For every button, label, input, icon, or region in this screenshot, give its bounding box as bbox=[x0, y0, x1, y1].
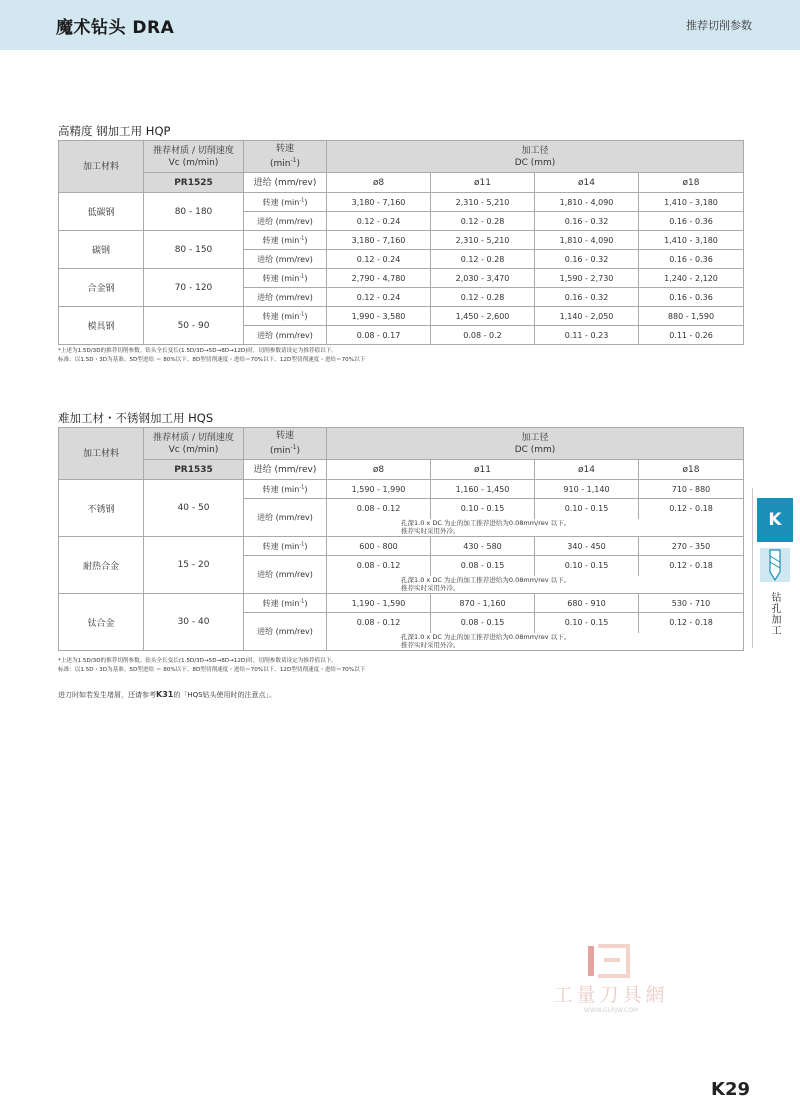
speed-column-header bbox=[144, 141, 244, 173]
watermark-text: 工量刀具網 bbox=[553, 984, 669, 1006]
section-subtitle: 推荐切削参数 bbox=[686, 19, 752, 32]
diameter-4: ø18 bbox=[639, 173, 744, 193]
rpm-value: 1,590 - 1,990 bbox=[327, 480, 431, 499]
rpm-column-header bbox=[244, 428, 327, 460]
feed-note-line1: 孔深1.0 x DC 为止的加工推荐进给为0.08mm/rev 以下。 bbox=[401, 576, 571, 585]
rpm-value: 870 - 1,160 bbox=[431, 594, 535, 613]
feed-column-header: 进给 (mm/rev) bbox=[244, 460, 327, 480]
material-name: 不锈钢 bbox=[59, 480, 144, 537]
watermark-logo-icon bbox=[536, 940, 686, 980]
diameter-header-line2: DC (mm) bbox=[514, 444, 556, 455]
feed-value: 0.12 - 0.18 bbox=[639, 613, 744, 633]
rpm-label-exponent: -1 bbox=[299, 540, 305, 547]
feed-value: 0.16 - 0.36 bbox=[639, 212, 744, 231]
feed-value: 0.12 - 0.28 bbox=[431, 288, 535, 307]
feed-value: 0.08 - 0.12 bbox=[327, 613, 431, 633]
rpm-label-text: 转速 (min bbox=[262, 484, 300, 494]
rpm-value: 600 - 800 bbox=[327, 537, 431, 556]
rpm-header-line1: 转速 bbox=[275, 431, 294, 441]
rpm-value: 1,160 - 1,450 bbox=[431, 480, 535, 499]
table-row bbox=[59, 231, 744, 250]
rpm-label-close: ) bbox=[304, 484, 308, 494]
rpm-label-close: ) bbox=[304, 598, 308, 608]
footnote-hqs-2: 标准：以1.5D・3D为基准。5D型进给 ＝ 80%以下、8D型切削速度・进给＝70%以下、12D型切削速度・进给＝70%以下 bbox=[58, 667, 366, 673]
rpm-value: 880 - 1,590 bbox=[639, 307, 744, 326]
feed-note-line2: 推荐实时采用外冷。 bbox=[401, 527, 460, 536]
watermark-url: WWW.GLRJW.COM bbox=[583, 1007, 639, 1014]
rpm-row-label bbox=[244, 594, 327, 613]
rpm-label-close: ) bbox=[304, 541, 308, 551]
rpm-value: 1,140 - 2,050 bbox=[535, 307, 639, 326]
reference-page-link[interactable]: K31 bbox=[156, 690, 174, 699]
rpm-header-unit: (min bbox=[270, 159, 291, 169]
speed-header-line1: 推荐材质 / 切削速度 bbox=[153, 145, 234, 156]
rpm-value: 530 - 710 bbox=[639, 594, 744, 613]
cutting-speed: 80 - 180 bbox=[144, 193, 244, 231]
table-title-hqs: 难加工材・不锈钢加工用 HQS bbox=[58, 411, 214, 425]
feed-note bbox=[327, 576, 744, 594]
table-row bbox=[59, 537, 744, 556]
sidebar-divider bbox=[752, 488, 753, 648]
material-name: 碳钢 bbox=[59, 231, 144, 269]
rpm-value: 710 - 880 bbox=[639, 480, 744, 499]
material-column-header: 加工材料 bbox=[59, 141, 144, 193]
feed-value: 0.16 - 0.32 bbox=[535, 212, 639, 231]
cutting-speed: 80 - 150 bbox=[144, 231, 244, 269]
feed-value: 0.16 - 0.36 bbox=[639, 288, 744, 307]
feed-note-line2: 推荐实时采用外冷。 bbox=[401, 641, 460, 650]
rpm-value: 910 - 1,140 bbox=[535, 480, 639, 499]
feed-row-label: 进给 (mm/rev) bbox=[244, 613, 327, 651]
rpm-header-exponent: -1 bbox=[290, 444, 297, 451]
rpm-value: 1,410 - 3,180 bbox=[639, 193, 744, 212]
material-name: 模具钢 bbox=[59, 307, 144, 345]
feed-value: 0.08 - 0.2 bbox=[431, 326, 535, 345]
feed-value: 0.08 - 0.15 bbox=[431, 556, 535, 576]
feed-note-line1: 孔深1.0 x DC 为止的加工推荐进给为0.08mm/rev 以下。 bbox=[401, 633, 571, 642]
table-row bbox=[59, 307, 744, 326]
table-title-hqp: 高精度 钢加工用 HQP bbox=[58, 124, 171, 138]
grade-name: PR1535 bbox=[144, 460, 244, 480]
rpm-header-exponent: -1 bbox=[290, 157, 297, 164]
feed-row-label: 进给 (mm/rev) bbox=[244, 250, 327, 269]
feed-row-label: 进给 (mm/rev) bbox=[244, 556, 327, 594]
feed-value: 0.12 - 0.24 bbox=[327, 288, 431, 307]
feed-value: 0.11 - 0.23 bbox=[535, 326, 639, 345]
rpm-label-text: 转速 (min bbox=[262, 598, 300, 608]
footnote-hqp-2: 标准：以1.5D・3D为基准。5D型进给 ＝ 80%以下、8D型切削速度・进给＝70%以下、12D型切削速度・进给＝70%以下 bbox=[58, 357, 366, 363]
feed-value: 0.16 - 0.32 bbox=[535, 250, 639, 269]
rpm-value: 2,790 - 4,780 bbox=[327, 269, 431, 288]
feed-value: 0.10 - 0.15 bbox=[535, 556, 639, 576]
watermark bbox=[536, 940, 686, 1030]
rpm-label-close: ) bbox=[304, 311, 308, 321]
table-header-row bbox=[59, 141, 744, 173]
feed-column-header: 进给 (mm/rev) bbox=[244, 173, 327, 193]
diameter-header-line1: 加工径 bbox=[521, 432, 549, 443]
feed-value: 0.08 - 0.12 bbox=[327, 556, 431, 576]
rpm-row-label bbox=[244, 231, 327, 250]
feed-value: 0.12 - 0.28 bbox=[431, 250, 535, 269]
rpm-value: 2,030 - 3,470 bbox=[431, 269, 535, 288]
diameter-header-line2: DC (mm) bbox=[514, 157, 556, 168]
feed-value: 0.08 - 0.17 bbox=[327, 326, 431, 345]
rpm-header-line1: 转速 bbox=[275, 144, 294, 154]
feed-value: 0.08 - 0.15 bbox=[431, 613, 535, 633]
feed-value: 0.16 - 0.32 bbox=[535, 288, 639, 307]
material-name: 低碳钢 bbox=[59, 193, 144, 231]
diameter-1: ø8 bbox=[327, 460, 431, 480]
rpm-label-close: ) bbox=[304, 197, 308, 207]
rpm-label-exponent: -1 bbox=[299, 272, 305, 279]
drill-icon bbox=[760, 548, 790, 582]
material-name: 耐热合金 bbox=[59, 537, 144, 594]
diameter-header-line1: 加工径 bbox=[521, 145, 549, 156]
diameter-2: ø11 bbox=[431, 460, 535, 480]
rpm-header-line2 bbox=[244, 442, 326, 457]
feed-note bbox=[327, 633, 744, 651]
rpm-row-label bbox=[244, 537, 327, 556]
speed-header-line2: Vc (m/min) bbox=[168, 157, 219, 168]
feed-value: 0.10 - 0.15 bbox=[431, 499, 535, 519]
feed-row-label: 进给 (mm/rev) bbox=[244, 499, 327, 537]
diameter-2: ø11 bbox=[431, 173, 535, 193]
feed-value: 0.08 - 0.12 bbox=[327, 499, 431, 519]
grade-name: PR1525 bbox=[144, 173, 244, 193]
rpm-row-label bbox=[244, 480, 327, 499]
feed-value: 0.16 - 0.36 bbox=[639, 250, 744, 269]
feed-value: 0.12 - 0.24 bbox=[327, 250, 431, 269]
rpm-label-exponent: -1 bbox=[299, 483, 305, 490]
rpm-row-label bbox=[244, 307, 327, 326]
rpm-label-text: 转速 (min bbox=[262, 273, 300, 283]
rpm-value: 3,180 - 7,160 bbox=[327, 231, 431, 250]
feed-row-label: 进给 (mm/rev) bbox=[244, 326, 327, 345]
rpm-value: 2,310 - 5,210 bbox=[431, 193, 535, 212]
rpm-value: 1,990 - 3,580 bbox=[327, 307, 431, 326]
feed-row-label: 进给 (mm/rev) bbox=[244, 288, 327, 307]
rpm-label-text: 转速 (min bbox=[262, 311, 300, 321]
rpm-label-exponent: -1 bbox=[299, 234, 305, 241]
feed-value: 0.12 - 0.18 bbox=[639, 499, 744, 519]
rpm-label-text: 转速 (min bbox=[262, 197, 300, 207]
rpm-value: 2,310 - 5,210 bbox=[431, 231, 535, 250]
speed-header-line1: 推荐材质 / 切削速度 bbox=[153, 432, 234, 443]
rpm-value: 1,590 - 2,730 bbox=[535, 269, 639, 288]
rpm-value: 270 - 350 bbox=[639, 537, 744, 556]
feed-value: 0.10 - 0.15 bbox=[535, 499, 639, 519]
rpm-header-close: ) bbox=[296, 159, 300, 169]
material-name: 合金钢 bbox=[59, 269, 144, 307]
diameter-3: ø14 bbox=[535, 173, 639, 193]
table-row bbox=[59, 480, 744, 499]
material-column-header: 加工材料 bbox=[59, 428, 144, 480]
feed-value: 0.10 - 0.15 bbox=[535, 613, 639, 633]
cutting-parameters-table bbox=[58, 140, 744, 345]
feed-value: 0.12 - 0.24 bbox=[327, 212, 431, 231]
cutting-speed: 50 - 90 bbox=[144, 307, 244, 345]
rpm-value: 1,410 - 3,180 bbox=[639, 231, 744, 250]
rpm-label-close: ) bbox=[304, 273, 308, 283]
rpm-value: 1,450 - 2,600 bbox=[431, 307, 535, 326]
reference-note bbox=[58, 690, 276, 700]
cutting-speed: 30 - 40 bbox=[144, 594, 244, 651]
diameter-column-header bbox=[327, 141, 744, 173]
diameter-column-header bbox=[327, 428, 744, 460]
feed-note-line1: 孔深1.0 x DC 为止的加工推荐进给为0.08mm/rev 以下。 bbox=[401, 519, 571, 528]
reference-text-before: 进刀时如若发生堵屑，还请参考 bbox=[58, 691, 156, 699]
rpm-label-close: ) bbox=[304, 235, 308, 245]
cutting-speed: 15 - 20 bbox=[144, 537, 244, 594]
section-tab-k[interactable]: K bbox=[757, 498, 793, 542]
speed-column-header bbox=[144, 428, 244, 460]
cutting-speed: 70 - 120 bbox=[144, 269, 244, 307]
rpm-label-text: 转速 (min bbox=[262, 541, 300, 551]
footnote-hqp-1: *上述为1.5D/3D的推荐切削参数。钻头全长变长(1.5D/3D→5D→8D→12D)时，切削参数请设定为推荐值以下。 bbox=[58, 348, 337, 354]
feed-row-label: 进给 (mm/rev) bbox=[244, 212, 327, 231]
feed-note-line2: 推荐实时采用外冷。 bbox=[401, 584, 460, 593]
feed-note bbox=[327, 519, 744, 537]
rpm-value: 1,190 - 1,590 bbox=[327, 594, 431, 613]
diameter-4: ø18 bbox=[639, 460, 744, 480]
footnote-hqs-1: *上述为1.5D/3D的推荐切削参数。钻头全长变长(1.5D/3D→5D→8D→12D)时，切削参数请设定为推荐值以下。 bbox=[58, 658, 337, 664]
cutting-parameters-table bbox=[58, 427, 744, 651]
page-number: K29 bbox=[711, 1079, 750, 1100]
page-header bbox=[0, 0, 800, 50]
page-title: 魔术钻头 DRA bbox=[56, 18, 175, 38]
table-row bbox=[59, 193, 744, 212]
diameter-3: ø14 bbox=[535, 460, 639, 480]
rpm-label-exponent: -1 bbox=[299, 310, 305, 317]
rpm-label-exponent: -1 bbox=[299, 597, 305, 604]
rpm-header-unit: (min bbox=[270, 446, 291, 456]
reference-text-after: 的「HQS钻头使用时的注意点」。 bbox=[173, 691, 277, 699]
table-subheader-row bbox=[59, 173, 744, 193]
rpm-value: 3,180 - 7,160 bbox=[327, 193, 431, 212]
cutting-speed: 40 - 50 bbox=[144, 480, 244, 537]
rpm-column-header bbox=[244, 141, 327, 173]
rpm-value: 430 - 580 bbox=[431, 537, 535, 556]
table-row bbox=[59, 594, 744, 613]
rpm-value: 340 - 450 bbox=[535, 537, 639, 556]
rpm-label-text: 转速 (min bbox=[262, 235, 300, 245]
section-tab-label: 钻孔加工 bbox=[769, 592, 780, 636]
rpm-header-line2 bbox=[244, 155, 326, 170]
table-row bbox=[59, 269, 744, 288]
feed-value: 0.12 - 0.18 bbox=[639, 556, 744, 576]
feed-value: 0.11 - 0.26 bbox=[639, 326, 744, 345]
rpm-row-label bbox=[244, 269, 327, 288]
rpm-value: 1,810 - 4,090 bbox=[535, 231, 639, 250]
material-name: 钛合金 bbox=[59, 594, 144, 651]
feed-value: 0.12 - 0.28 bbox=[431, 212, 535, 231]
rpm-value: 1,240 - 2,120 bbox=[639, 269, 744, 288]
rpm-value: 680 - 910 bbox=[535, 594, 639, 613]
rpm-header-close: ) bbox=[296, 446, 300, 456]
table-header-row bbox=[59, 428, 744, 460]
speed-header-line2: Vc (m/min) bbox=[168, 444, 219, 455]
rpm-value: 1,810 - 4,090 bbox=[535, 193, 639, 212]
diameter-1: ø8 bbox=[327, 173, 431, 193]
rpm-label-exponent: -1 bbox=[299, 196, 305, 203]
rpm-row-label bbox=[244, 193, 327, 212]
table-subheader-row bbox=[59, 460, 744, 480]
